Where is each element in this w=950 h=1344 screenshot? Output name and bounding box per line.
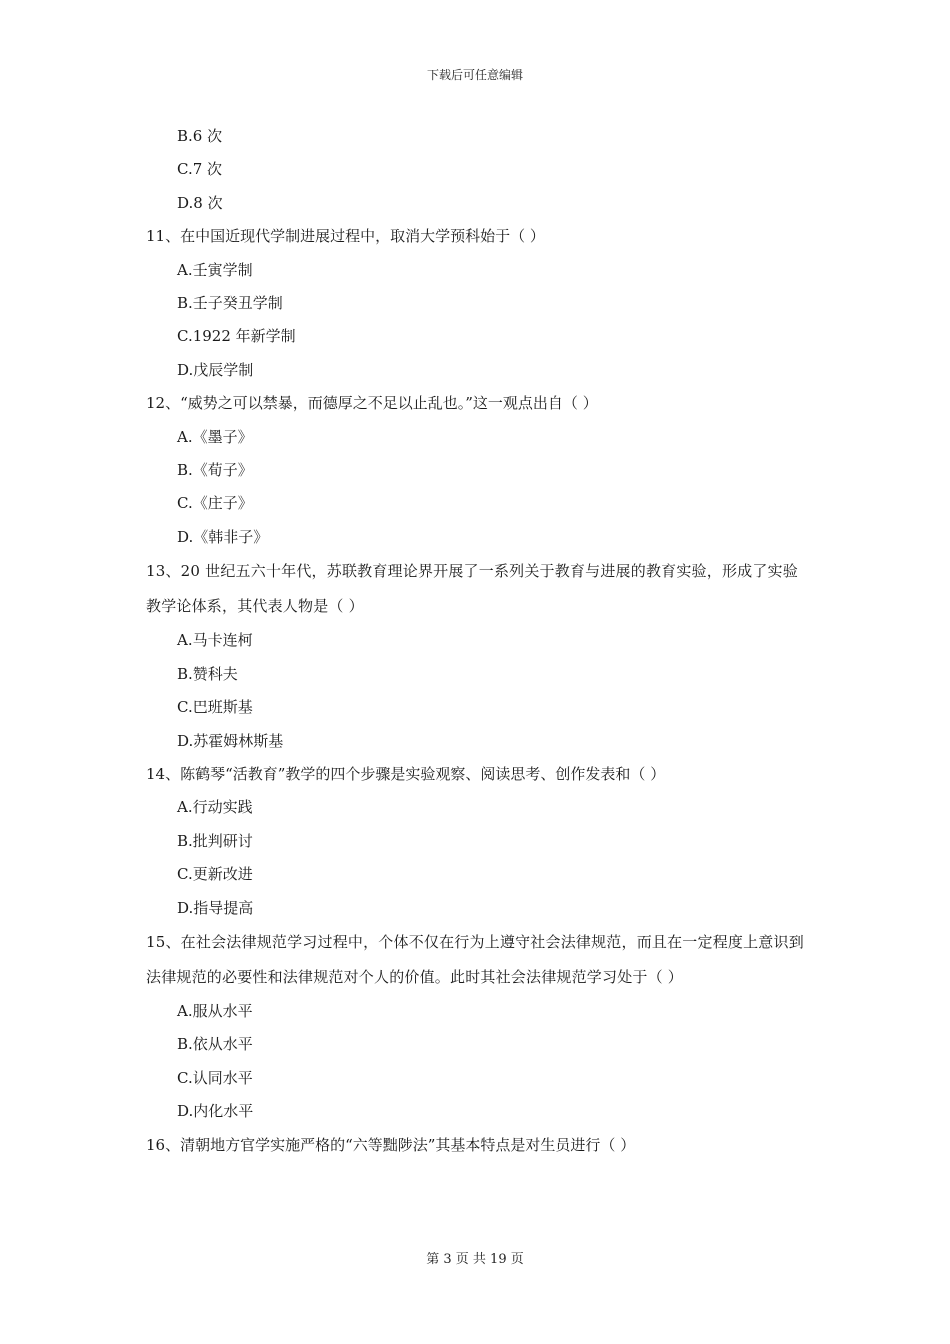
- option-q13-d: D.苏霍姆林斯基: [177, 731, 284, 750]
- option-q15-d: D.内化水平: [177, 1102, 254, 1121]
- question-11-stem: 11、在中国近现代学制进展过程中，取消大学预科始于（ ）: [146, 227, 545, 246]
- option-q15-a: A.服从水平: [177, 1001, 253, 1020]
- option-q14-c: C.更新改进: [177, 865, 253, 884]
- question-list: [146, 120, 811, 1162]
- question-13-stem: 13、20 世纪五六十年代，苏联教育理论界开展了一系列关于教育与进展的教育实验，形成了实验教学论体系，其代表人物是（ ）: [146, 562, 798, 616]
- option-q10-b: B.6 次: [177, 127, 223, 145]
- option-q12-d: D.《韩非子》: [177, 527, 269, 546]
- page-footer: 第 3 页 共 19 页: [426, 1252, 524, 1267]
- option-q11-a: A.壬寅学制: [177, 260, 253, 279]
- question-16-stem: 16、清朝地方官学实施严格的“六等黜陟法”其基本特点是对生员进行（ ）: [146, 1135, 636, 1154]
- option-q14-a: A.行动实践: [177, 798, 253, 817]
- option-q15-c: C.认同水平: [177, 1068, 253, 1087]
- option-q13-a: A.马卡连柯: [177, 631, 253, 650]
- option-q10-d: D.8 次: [177, 193, 223, 212]
- option-q11-b: B.壬子癸丑学制: [177, 294, 283, 313]
- option-q13-b: B.赞科夫: [177, 664, 238, 683]
- page-header: 下载后可任意编辑: [426, 68, 523, 82]
- option-q13-c: C.巴班斯基: [177, 698, 253, 717]
- option-q14-d: D.指导提高: [177, 898, 254, 917]
- option-q15-b: B.依从水平: [177, 1035, 253, 1054]
- option-q11-d: D.戊辰学制: [177, 360, 254, 379]
- question-14-stem: 14、陈鹤琴“活教育”教学的四个步骤是实验观察、阅读思考、创作发表和（ ）: [146, 764, 666, 783]
- question-15-stem: 15、在社会法律规范学习过程中，个体不仅在行为上遵守社会法律规范，而且在一定程度上意识到法律规范的必要性和法律规范对个人的价值。此时其社会法律规范学习处于（ ）: [146, 932, 804, 986]
- option-q12-b: B.《荀子》: [177, 461, 253, 480]
- option-q14-b: B.批判研讨: [177, 831, 253, 850]
- option-q12-a: A.《墨子》: [177, 427, 253, 446]
- question-12-stem: 12、“威势之可以禁暴，而德厚之不足以止乱也。”这一观点出自（ ）: [146, 394, 598, 413]
- option-q10-c: C.7 次: [177, 160, 223, 179]
- option-q11-c: C.1922 年新学制: [177, 327, 296, 346]
- option-q12-c: C.《庄子》: [177, 494, 253, 513]
